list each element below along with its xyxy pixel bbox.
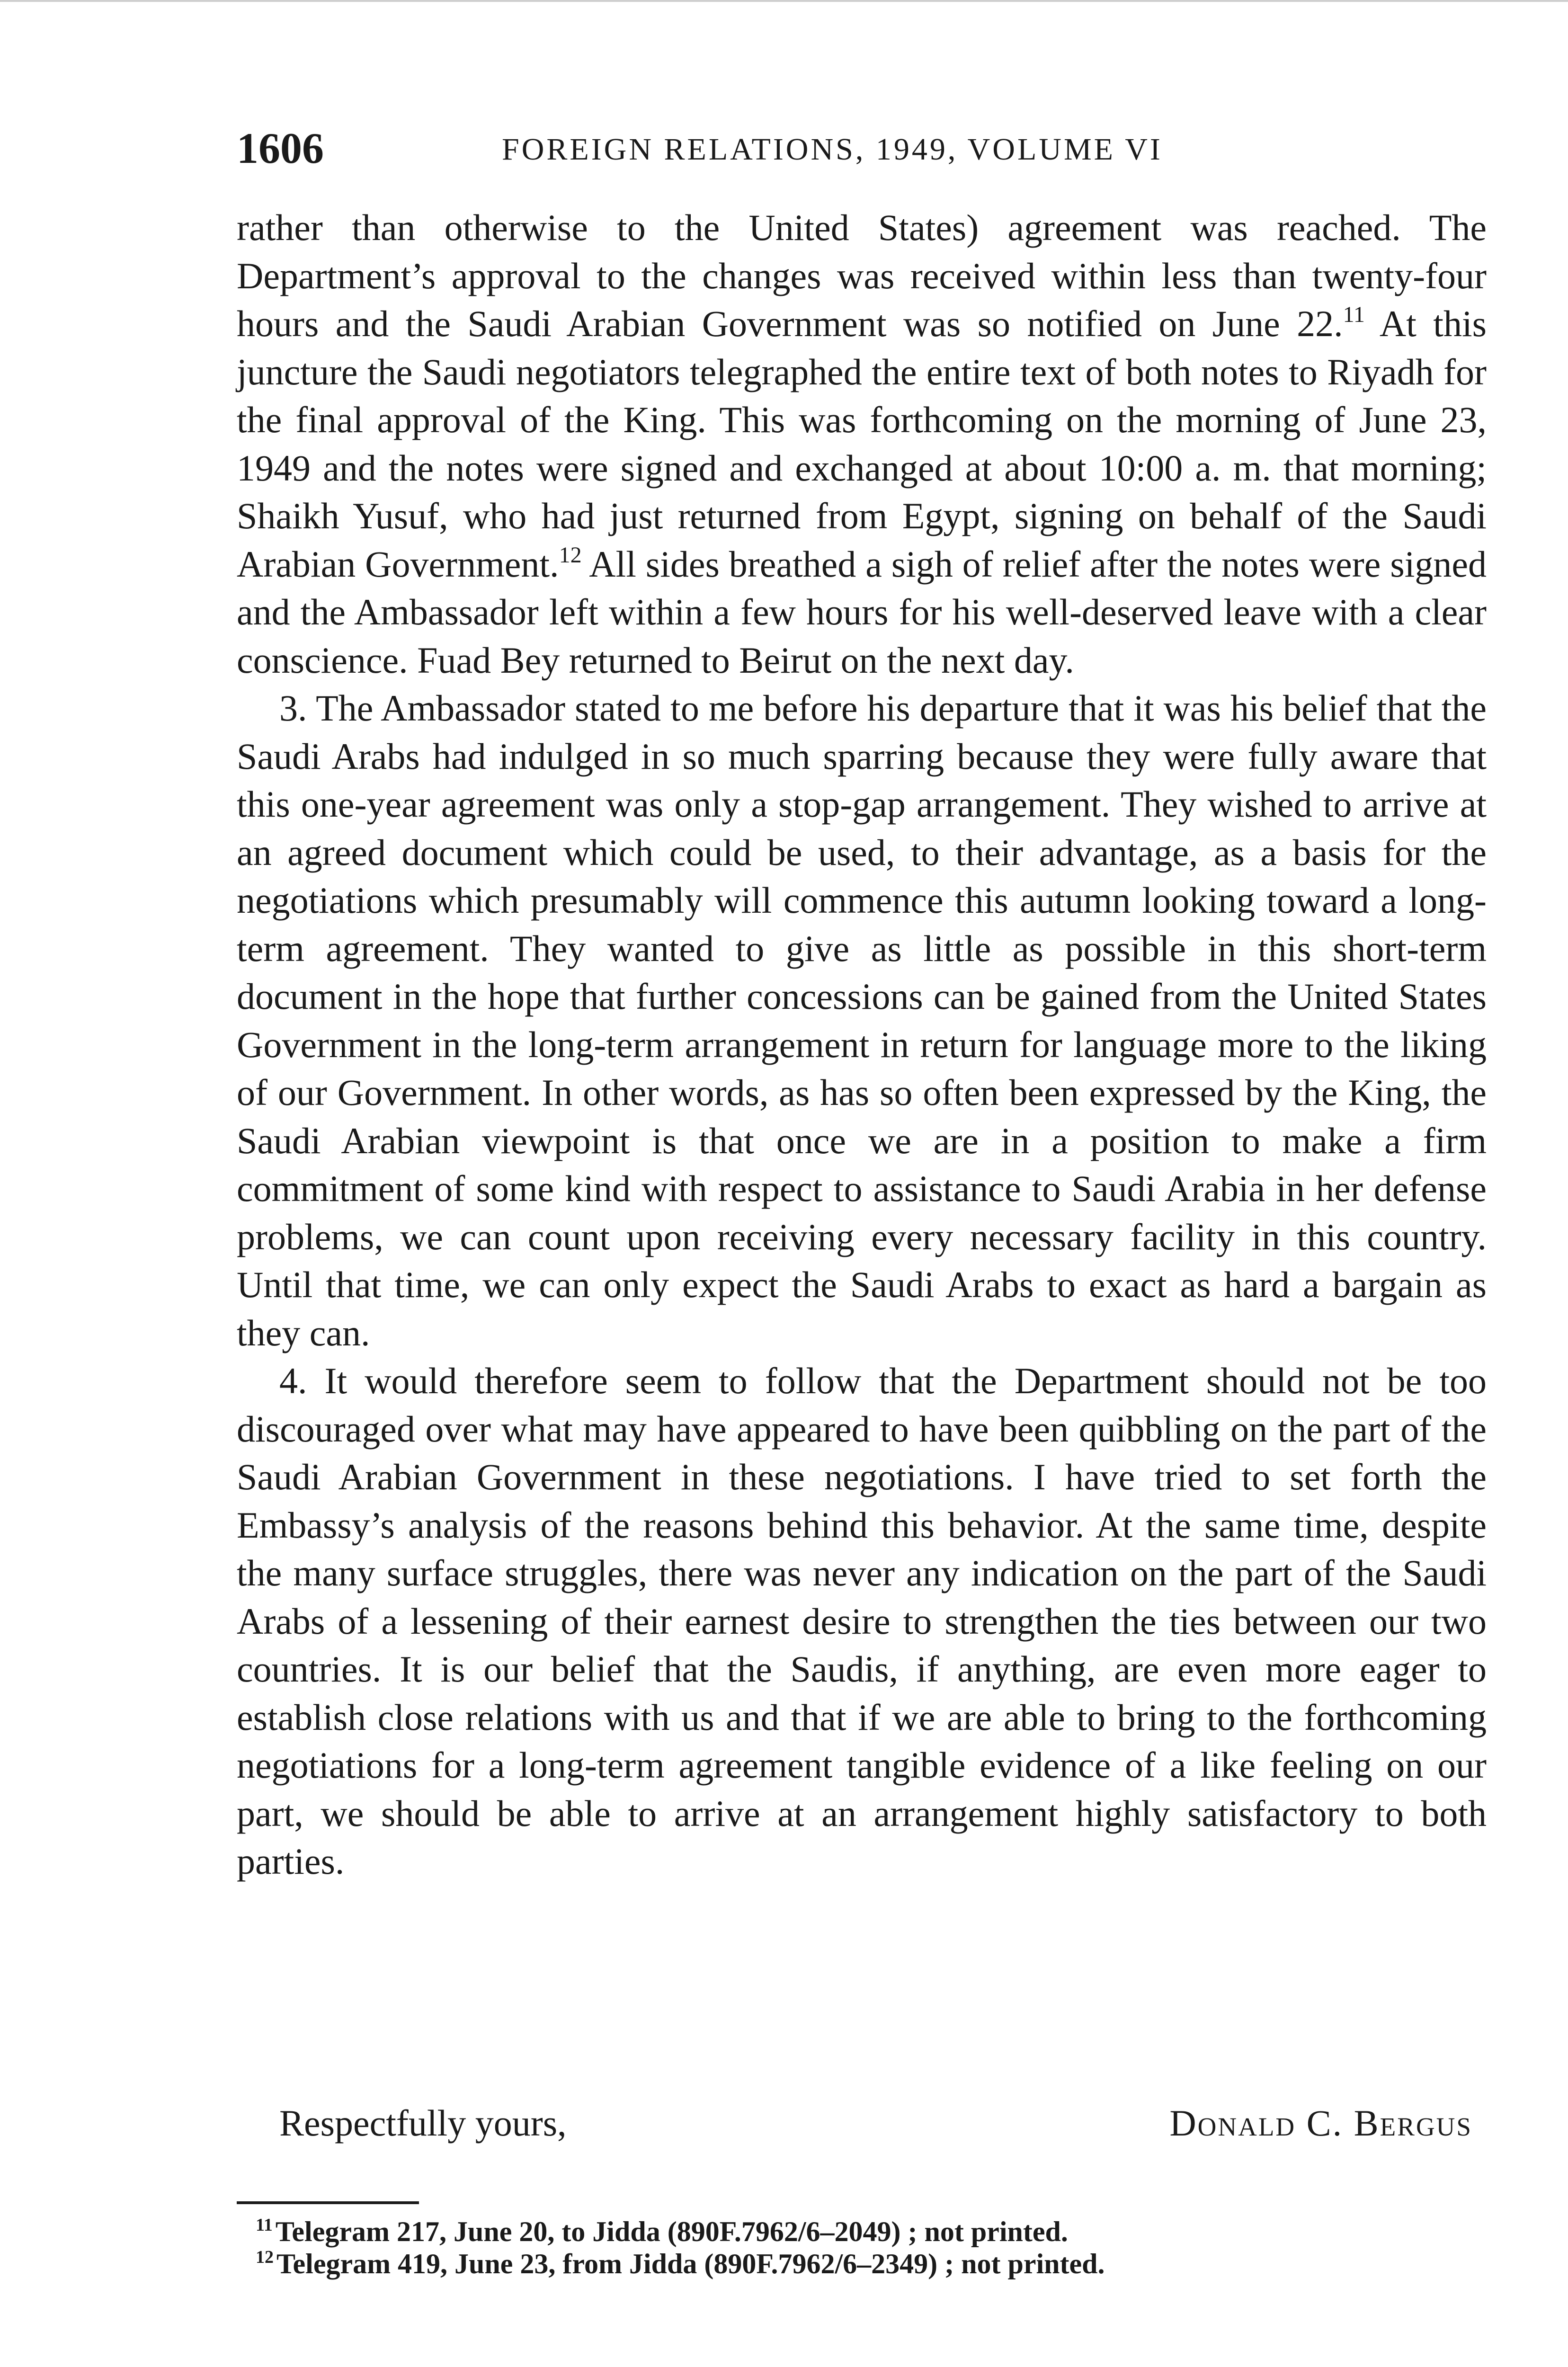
footnote-ref-11[interactable]: 11: [1343, 302, 1365, 327]
signature: Donald C. Bergus: [1169, 2102, 1472, 2144]
footnote-text: Telegram 217, June 20, to Jidda (890F.7962/6–2049) ; not printed.: [275, 2216, 1068, 2247]
footnote-text: Telegram 419, June 23, from Jidda (890F.7962/6–2349) ; not printed.: [276, 2248, 1105, 2279]
footnotes: [256, 2216, 1487, 2280]
paragraph-3: 3. The Ambassador stated to me before his departure that it was his belief that the Saudi Arabs had indulged in so much sparring because they were fully aware that this one-year agreement was only a stop-gap arrangement. They wished to arrive at an agreed document which could be used, to their advantage, as a basis for the negotiations which presumably will commence this autumn looking toward a long-term agreement. They wanted to give as little as possible in this short-term document in the hope that further concessions can be gained from the United States Government in the long-term arrangement in return for language more to the liking of our Government. In other words, as has so often been expressed by the King, the Saudi Arabian viewpoint is that once we are in a position to make a firm commitment of some kind with respect to assistance to Saudi Arabia in her defense problems, we can count upon receiving every necessary facility in this country. Until that time, we can only expect the Saudi Arabs to exact as hard a bargain as they can.: [237, 687, 1487, 1353]
paragraph-4: 4. It would therefore seem to follow that the Department should not be too discouraged over what may have appeared to have been quibbling on the part of the Saudi Arabian Government in these negotiations. I have tried to set forth the Embassy’s analysis of the reasons behind this behavior. At the same time, despite the many surface struggles, there was never any indication on the part of the Saudi Arabs of a lessening of their earnest desire to strengthen the ties between our two countries. It is our belief that the Saudis, if anything, are even more eager to establish close relations with us and that if we are able to bring to the forthcoming negotiations for a long-term agreement tangible evidence of a like feeling on our part, we should be able to arrive at an arrangement highly satisfactory to both parties.: [237, 1360, 1487, 1882]
running-title: FOREIGN RELATIONS, 1949, VOLUME VI: [502, 132, 1163, 167]
paragraph-text: rather than otherwise to the United States) agreement was reached. The Department’s approval to the changes was received within less than twenty-four hours and the Saudi Arabian Government was so notified on June 22.: [237, 207, 1487, 344]
body-text: [237, 204, 1487, 1886]
page-number: 1606: [237, 124, 324, 172]
footnote: [256, 2248, 1487, 2280]
closing-salutation: Respectfully yours,: [279, 2102, 567, 2144]
footnote-number: 12: [256, 2247, 274, 2267]
paragraph-text: All sides breathed a sigh of relief after the notes were signed and the Ambassador left within a few hours for his well-deserved leave with a clear conscience. Fuad Bey returned to Beirut on the next day.: [237, 543, 1487, 681]
paragraph-continuation: [237, 204, 1487, 684]
footnote-ref-12[interactable]: 12: [559, 542, 582, 568]
footnote-divider: [237, 2201, 419, 2204]
letter-closing: [237, 2100, 1487, 2147]
footnote-number: 11: [256, 2215, 273, 2235]
paragraph-text: At this juncture the Saudi negotiators telegraphed the entire text of both notes to Riyadh for the final approval of the King. This was forthcoming on the morning of June 23, 1949 and the notes were signed and exchanged at about 10:00 a. m. that morning; Shaikh Yusuf, who had just returned from Egypt, signing on behalf of the Saudi Arabian Government.: [237, 303, 1487, 585]
page-header: [237, 122, 1250, 174]
footnote: [256, 2216, 1487, 2248]
scan-edge: [0, 0, 1568, 2]
